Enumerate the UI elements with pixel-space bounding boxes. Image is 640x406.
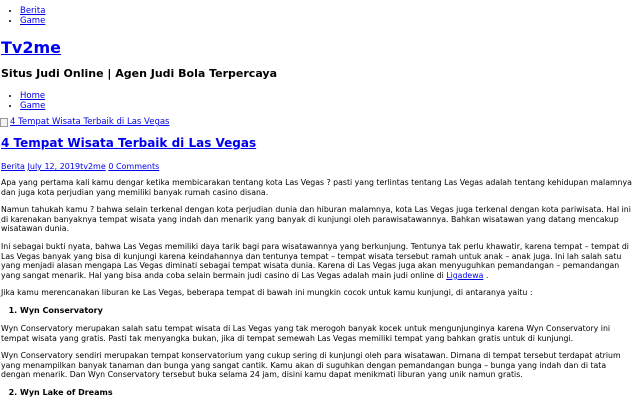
content-paragraph-text: Ini sebagai bukti nyata, bahwa Las Vegas memiliki daya tarik bagi para wisatawannya yang berkunjung. Tentunya tak perlu khawatir, karena tempat – tempat di Las Vegas banyak yang bisa di kunjungi karena keindahannya dan tentunya tempat – tempat wisata tersebut ramah untuk anak – anak juga. Ini lah salah satu yang menjadi alasan mengapa Las Vegas diminati sebagai tempat wisata dunia. Karena di Las Vegas juga akan menyuguhkan pemandangan – pemandangan yang sangat menarik. Hal yang bisa anda coba selain bermain judi casino di Las Vegas adalah main judi online di [1,241,629,280]
content-list [1,306,635,316]
content-list [1,388,635,398]
main-nav-link-game[interactable]: Game [20,101,46,111]
content-paragraph: Jika kamu merencanakan liburan ke Las Vegas, beberapa tempat di bawah ini mungkin cocok untuk kamu kunjungi, di antaranya yaitu : [1,288,533,298]
content-paragraph: Wyn Conservatory sendiri merupakan tempat konservatorium yang cukup sering di kunjungi oleh para wisatawan. Dimana di tempat tersebut terdapat atrium yang menampilkan banyak tanaman dan bunga yang sangat cantik. Kamu akan di suguhkan dengan pemandangan bunga – bunga yang indah dan di tata dengan menarik. Dan Wyn Conservatory tersebut buka selama 24 jam, disini kamu dapat menikmati liburan yang unik namun gratis. [1,351,621,380]
main-navigation [0,91,45,111]
top-nav-item-berita [20,6,45,16]
broken-image-icon [0,118,8,127]
ligadewa-link[interactable]: Ligadewa [446,270,484,280]
content-paragraph: Apa yang pertama kali kamu dengar ketika membicarakan tentang kota Las Vegas ? pasti yang terlintas tentang Las Vegas adalah tentang kehidupan malamnya dan juga kota perjudian yang memiliki banyak rumah casino disana. [1,178,632,197]
top-nav-item-game [20,16,45,26]
post-date-link[interactable]: July 12, 2019 [27,162,81,171]
main-nav-item-home [20,91,45,101]
list-item-wyn-conservatory: 1. Wyn Conservatory [20,306,635,316]
site-tagline: Situs Judi Online | Agen Judi Bola Terpercaya [1,67,278,80]
content-paragraph: Namun tahukah kamu ? bahwa selain terkenal dengan kota perjudian dunia dan hiburan malamnya, kota Las Vegas juga terkenal dengan kota pariwisata. Hal ini di karenakan banyaknya tempat wisata yang indah dan menarik yang banyak di kunjungi oleh parawisatawannya. Bahkan wisatawan yang datang mencakup wisatawan dunia. [1,205,631,234]
list-item-wyn-lake-of-dreams: 2. Wyn Lake of Dreams [20,388,635,398]
site-title [1,38,61,57]
top-navigation [0,6,45,26]
post-category-link[interactable]: Berita [1,162,25,171]
post-title-link[interactable]: 4 Tempat Wisata Terbaik di Las Vegas [1,136,257,150]
post-title [1,136,256,150]
main-nav-link-home[interactable]: Home [20,91,46,101]
post-author-link[interactable]: tv2me [80,162,106,171]
content-paragraph: Wyn Conservatory merupakan salah satu tempat wisata di Las Vegas yang tak merogoh banyak kocek untuk mengunjunginya karena Wyn Conservatory ini tempat wisata yang gratis. Pasti tak menyangka bukan, jika di tempat semewah Las Vegas memiliki tempat yang bahkan gratis untuk di kunjungi. [1,323,611,343]
main-nav-item-game [20,101,45,111]
post-content [1,178,635,406]
top-nav-link-berita[interactable]: Berita [20,6,46,16]
featured-image-link[interactable] [0,117,169,127]
content-paragraph [1,242,635,280]
post-comments-link[interactable]: 0 Comments [108,162,160,171]
featured-image-alt-text: 4 Tempat Wisata Terbaik di Las Vegas [10,117,170,127]
post-meta [1,162,159,171]
top-nav-link-game[interactable]: Game [20,16,46,26]
site-title-link[interactable]: Tv2me [1,38,61,57]
content-paragraph-end: . [483,270,489,280]
